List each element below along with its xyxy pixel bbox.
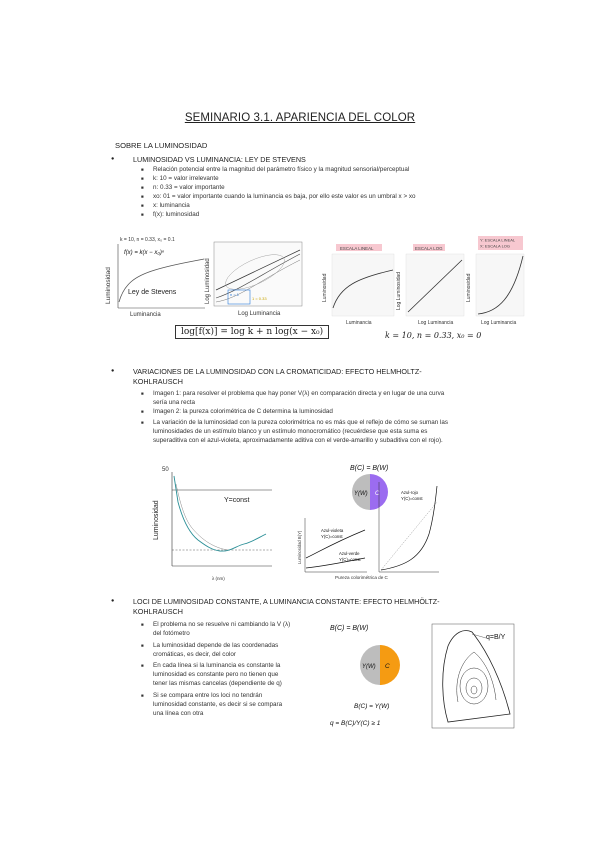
- panel1-xlabel: Luminancia: [346, 320, 372, 326]
- section1-item: ● LUMINOSIDAD VS LUMINANCIA: LEY DE STEVENS: [133, 155, 306, 165]
- panel3-ylabel: Luminosidad: [466, 273, 472, 302]
- panel3-xlabel: Log Luminancia: [481, 320, 517, 326]
- tag-lineal: ESCALA LINEAL: [340, 246, 374, 251]
- panel1-ylabel: Luminosidad: [322, 273, 328, 302]
- section-heading-luminosidad: SOBRE LA LUMINOSIDAD: [115, 141, 208, 150]
- figB-xlabel: Pureza colorimétrica de C: [335, 575, 388, 580]
- section3-subitem-cont: luminosidad constante, es decir si se compara: [153, 701, 283, 708]
- page-title: SEMINARIO 3.1. APARIENCIA DEL COLOR: [184, 112, 416, 124]
- figB-l1b: Y(C)=const: [321, 534, 343, 539]
- scale-comparison-figure: [318, 236, 528, 331]
- section1-subitem: ■ x: luminancia: [153, 202, 190, 211]
- fig3-eq3: q = B(C)/Y(C) ≥ 1: [330, 720, 381, 727]
- fig2-ylabel: Log Luminosidad: [205, 258, 211, 304]
- figA-ylabel: Luminosidad: [153, 500, 160, 540]
- fig1-ylabel: Luminosidad: [105, 267, 112, 304]
- section2-subitem: ■ Imagen 1: para resolver el problema que hay poner V(λ) en comparación directa y en lugar de una curva: [153, 390, 444, 399]
- section3-subitem: ■ El problema no se resuelve ni cambiando la V (λ): [153, 621, 290, 630]
- figB-r1: Azul-rojo: [401, 490, 418, 495]
- fig2-xlabel: Log Luminancia: [238, 311, 281, 317]
- log-formula-box: log[f(x)] = log k + n log(x − x₀): [175, 325, 329, 339]
- section2-item-line2: KOHLRAUSCH: [133, 377, 183, 386]
- section2-subitem-cont: luminosidades de un estímulo blanco y un estímulo monocromático (recuérdese que esta suma es: [153, 428, 428, 435]
- section3-subitem-cont: cromáticas, es decir, del color: [153, 651, 236, 658]
- section1-subitem: ■ f(x): luminosidad: [153, 211, 199, 220]
- section3-item-line1: ● LOCI DE LUMINOSIDAD CONSTANTE, A LUMINANCIA CONSTANTE: EFECTO HELMHÖLTZ-: [133, 597, 440, 607]
- figB-ylabel: Luminosidad B(Y): [297, 530, 302, 564]
- figA-xlabel: λ (nm): [212, 576, 225, 581]
- fig3-eq2: B(C) = Y(W): [354, 703, 390, 710]
- section2-subitem-cont: superaditiva con el azul-violeta, aproximadamente aditiva con el verde-amarillo y subaditiva con el rojo).: [153, 437, 443, 444]
- figA-top: 50: [162, 467, 169, 473]
- section1-subitem: ■ k: 10 = valor irrelevante: [153, 175, 219, 184]
- section2-item-line1: ● VARIACIONES DE LA LUMINOSIDAD CON LA CROMATICIDAD: EFECTO HELMHOLTZ-: [133, 367, 422, 377]
- section1-subitem: ■ xo: 01 = valor importante cuando la luminancia es baja, por ello este valor es un umbral x > xo: [153, 193, 416, 202]
- figB-l2: Azul-verde: [339, 551, 360, 556]
- fig3-pie-right: C: [385, 663, 390, 670]
- figA-annot: Y=const: [224, 497, 250, 504]
- svg-text:1 = 0.33: 1 = 0.33: [252, 296, 267, 301]
- figB-eq: B(C) = B(W): [350, 465, 389, 472]
- section2-subitem: ■ La variación de la luminosidad con la pureza colorimétrica no es más que el reflejo de cómo se suman las: [153, 419, 448, 428]
- purity-figure: [295, 462, 445, 582]
- figB-pie-right: C: [375, 491, 380, 497]
- constant-lightness-figure: [326, 620, 421, 738]
- section2-subitem-cont: sería una recta: [153, 399, 196, 406]
- section3-subitem-cont: del fotómetro: [153, 630, 190, 637]
- figB-r1b: Y(C)=const: [401, 496, 423, 501]
- section3-subitem-cont: tener las mismas cancelas (dependiente de q): [153, 680, 282, 687]
- figB-pie-left: Y(W): [354, 491, 368, 497]
- stevens-law-figure: [100, 232, 208, 318]
- fig3-pie-left: Y(W): [362, 664, 376, 670]
- log-log-figure: [200, 240, 305, 320]
- fig1-formula: f(x) = k(x − x₀)ⁿ: [124, 250, 165, 256]
- section3-subitem-cont: una línea con otra: [153, 710, 204, 717]
- figB-l2b: Y(C)=const: [339, 557, 361, 562]
- svg-text:n = 1: n = 1: [230, 292, 240, 297]
- stevens-params: k = 10, n = 0.33, x₀ = 0: [385, 331, 482, 340]
- tag-ylin: Y: ESCALA LINEAL: [480, 237, 516, 243]
- section1-subitem: ■ n: 0.33 = valor importante: [153, 184, 225, 193]
- helmholtz-luminosity-figure: [148, 462, 276, 584]
- section3-item-line2: KOHLRAUSCH: [133, 607, 183, 616]
- tag-log: ESCALA LOG: [415, 246, 443, 251]
- section3-subitem: ■ Si se compara entre los loci no tendrán: [153, 692, 262, 701]
- fig3-qlabel: q=B/Y: [486, 634, 506, 641]
- figB-l1: Azul-violeta: [321, 528, 344, 533]
- section3-subitem: ■ En cada línea si la luminancia es constante la: [153, 662, 280, 671]
- section3-subitem: ■ La luminosidad depende de las coordenadas: [153, 642, 278, 651]
- section1-subitem: ■ Relación potencial entre la magnitud del parámetro físico y la magnitud sensorial/perceptual: [153, 166, 409, 175]
- section3-subitem-cont: luminosidad es constante pero no tienen que: [153, 671, 279, 678]
- tag-xlog: X: ESCALA LOG: [480, 243, 511, 249]
- fig1-header: k = 10, n = 0.33, x₀ = 0.1: [120, 237, 175, 243]
- fig3-eq1: B(C) = B(W): [330, 625, 369, 632]
- panel2-xlabel: Log Luminancia: [418, 320, 454, 326]
- section2-subitem: ■ Imagen 2: la pureza colorimétrica de C determina la luminosidad: [153, 408, 333, 417]
- fig1-caption: Ley de Stevens: [128, 289, 177, 296]
- chromaticity-diagram: [428, 622, 516, 736]
- panel2-ylabel: Log Luminosidad: [396, 271, 402, 310]
- fig1-xlabel: Luminancia: [130, 312, 161, 318]
